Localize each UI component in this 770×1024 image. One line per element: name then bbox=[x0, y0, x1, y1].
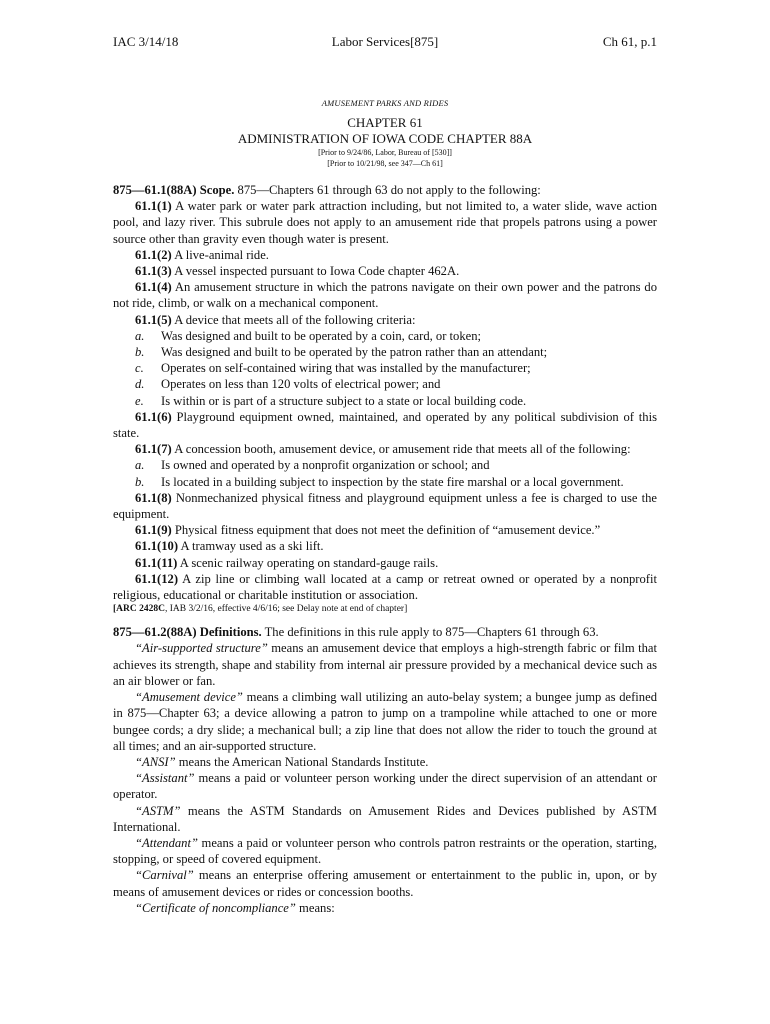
subrule bbox=[113, 312, 657, 328]
definition-term: “ANSI” bbox=[135, 754, 176, 769]
list-item bbox=[113, 360, 657, 376]
subrule bbox=[113, 263, 657, 279]
subrule bbox=[113, 409, 657, 441]
definition-text: means a paid or volunteer person who controls patron restraints or the operation, starting, stopping, or speed of covered equipment. bbox=[113, 835, 657, 867]
list-item bbox=[113, 457, 657, 473]
subrule bbox=[113, 490, 657, 522]
subrule-text: A live-animal ride. bbox=[171, 247, 269, 262]
subrule-text: An amusement structure in which the patrons navigate on their own power and the patrons do not ride, climb, or walk on a mechanical component. bbox=[113, 280, 657, 311]
definition-text: means the American National Standards Institute. bbox=[175, 754, 429, 769]
definition-text: means an amusement device that employs a high-strength fabric or film that achieves its strength, shape and stability from internal air pressure provided by a mechanical device such as an air blower or fan. bbox=[113, 641, 658, 688]
definition-term: “Amusement device” bbox=[135, 690, 243, 705]
rule-heading-paragraph bbox=[113, 624, 657, 640]
header-page-ref: Ch 61, p.1 bbox=[602, 34, 657, 49]
header-agency: Labor Services[875] bbox=[331, 34, 439, 49]
list-item-label: b. bbox=[135, 474, 145, 489]
rule-intro: The definitions in this rule apply to 875—Chapters 61 through 63. bbox=[261, 625, 599, 640]
list-item-text: Was designed and built to be operated by a coin, card, or token; bbox=[161, 328, 482, 343]
subrule-number: 61.1(12) bbox=[135, 571, 179, 586]
list-item-label: c. bbox=[135, 361, 144, 376]
subrule bbox=[113, 441, 657, 457]
definition bbox=[113, 770, 657, 802]
rule-heading: 875—61.2(88A) Definitions. bbox=[113, 625, 262, 640]
subrule-number: 61.1(10) bbox=[135, 539, 179, 554]
rule-heading-paragraph bbox=[113, 182, 657, 198]
subrule bbox=[113, 571, 657, 603]
history-note-1: [Prior to 9/24/86, Labor, Bureau of [530]] bbox=[318, 148, 452, 157]
list-item-text: Is within or is part of a structure subject to a state or local building code. bbox=[161, 393, 527, 408]
subrule-text: A scenic railway operating on standard-gauge rails. bbox=[177, 555, 439, 570]
definition-text: means the ASTM Standards on Amusement Rides and Devices published by ASTM International. bbox=[113, 803, 657, 834]
subrule-text: A tramway used as a ski lift. bbox=[178, 539, 324, 554]
definition bbox=[113, 867, 657, 899]
subrule-number: 61.1(6) bbox=[135, 409, 172, 424]
chapter-number: CHAPTER 61 bbox=[347, 115, 423, 130]
definition-term: “ASTM” bbox=[135, 803, 181, 818]
definition bbox=[113, 640, 657, 689]
list-item-text: Operates on less than 120 volts of electrical power; and bbox=[161, 377, 441, 392]
subrule-text: A water park or water park attraction including, but not limited to, a water slide, wave action pool, and lazy river. This subrule does not apply to an amusement ride that propels patrons using a power source other than gravity even though water is present. bbox=[113, 199, 657, 246]
subrule-text: A zip line or climbing wall located at a camp or retreat owned or operated by a nonprofit religious, educational or charitable institution or association. bbox=[113, 571, 657, 603]
subrule-number: 61.1(2) bbox=[135, 247, 172, 262]
subrule bbox=[113, 279, 657, 311]
list-item-text: Is owned and operated by a nonprofit organization or school; and bbox=[161, 458, 490, 473]
definition-term: “Attendant” bbox=[135, 835, 198, 850]
citation-text: , IAB 3/2/16, effective 4/6/16; see Delay note at end of chapter] bbox=[164, 604, 408, 615]
subrule bbox=[113, 522, 657, 538]
definition-text: means a climbing wall utilizing an auto-belay system; a bungee jump as defined in 875—Chapter 63; a device allowing a patron to jump on a trampoline while attached to one or more bungee cords; a dry slide; a mechanical bull; a zip line that does not allow the rider to touch the ground at all times; and an air-supported structure. bbox=[113, 690, 657, 753]
definition-term: “Carnival” bbox=[135, 868, 194, 883]
history-note-2: [Prior to 10/21/98, see 347—Ch 61] bbox=[327, 159, 443, 168]
subrule bbox=[113, 555, 657, 571]
definition bbox=[113, 689, 657, 754]
definition-text: means an enterprise offering amusement or entertainment to the public in, upon, or by means of amusement devices or rides or concession booths. bbox=[113, 868, 657, 899]
list-item-label: d. bbox=[135, 377, 145, 392]
subrule-number: 61.1(11) bbox=[135, 555, 178, 570]
subrule bbox=[113, 247, 657, 263]
list-item-text: Operates on self-contained wiring that was installed by the manufacturer; bbox=[161, 361, 531, 376]
subrule-text: Playground equipment owned, maintained, and operated by any political subdivision of this state. bbox=[113, 409, 657, 441]
list-item bbox=[113, 393, 657, 409]
rule-intro: 875—Chapters 61 through 63 do not apply to the following: bbox=[234, 183, 541, 197]
list-item-text: Was designed and built to be operated by the patron rather than an attendant; bbox=[161, 345, 548, 360]
list-item bbox=[113, 376, 657, 392]
subrule-number: 61.1(8) bbox=[135, 490, 172, 505]
definition bbox=[113, 803, 657, 835]
subrule-number: 61.1(4) bbox=[135, 280, 172, 295]
subrule-text: A device that meets all of the following criteria: bbox=[171, 312, 416, 327]
subrule-number: 61.1(1) bbox=[135, 199, 172, 214]
definition bbox=[113, 835, 657, 867]
subrule-number: 61.1(7) bbox=[135, 442, 172, 457]
chapter-title-block bbox=[113, 97, 657, 169]
history-citation bbox=[113, 603, 657, 615]
subrule-number: 61.1(3) bbox=[135, 264, 172, 279]
list-item bbox=[113, 328, 657, 344]
subrule-text: A vessel inspected pursuant to Iowa Code chapter 462A. bbox=[171, 264, 460, 279]
list-item-label: a. bbox=[135, 458, 145, 473]
definition-text: means a paid or volunteer person working under the direct supervision of an attendant or operator. bbox=[113, 771, 657, 802]
definition bbox=[113, 900, 657, 916]
rule-spacer bbox=[113, 615, 657, 624]
subrule-number: 61.1(9) bbox=[135, 523, 172, 538]
list-item bbox=[113, 474, 657, 490]
definition-term: “Air-supported structure” bbox=[135, 641, 268, 656]
subrule bbox=[113, 538, 657, 554]
citation-arc: [ARC 2428C bbox=[113, 604, 165, 615]
document-body bbox=[113, 182, 657, 916]
subject-line: AMUSEMENT PARKS AND RIDES bbox=[321, 98, 449, 108]
definition-text: means: bbox=[295, 900, 335, 915]
running-header bbox=[113, 34, 657, 52]
definition bbox=[113, 754, 657, 770]
definition-term: “Certificate of noncompliance” bbox=[135, 900, 296, 915]
subrule-text: Nonmechanized physical fitness and playground equipment unless a fee is charged to use the equipment. bbox=[113, 490, 657, 522]
header-date: IAC 3/14/18 bbox=[113, 34, 179, 49]
list-item-text: Is located in a building subject to inspection by the state fire marshal or a local government. bbox=[161, 474, 624, 489]
list-item-label: e. bbox=[135, 393, 144, 408]
subrule bbox=[113, 198, 657, 247]
list-item-label: b. bbox=[135, 345, 145, 360]
chapter-title: ADMINISTRATION OF IOWA CODE CHAPTER 88A bbox=[237, 131, 533, 146]
subrule-text: Physical fitness equipment that does not meet the definition of “amusement device.” bbox=[171, 523, 601, 538]
subrule-number: 61.1(5) bbox=[135, 312, 172, 327]
list-item bbox=[113, 344, 657, 360]
list-item-label: a. bbox=[135, 328, 145, 343]
rule-heading: 875—61.1(88A) Scope. bbox=[113, 183, 235, 197]
definition-term: “Assistant” bbox=[135, 771, 195, 786]
subrule-text: A concession booth, amusement device, or amusement ride that meets all of the following: bbox=[171, 442, 631, 457]
